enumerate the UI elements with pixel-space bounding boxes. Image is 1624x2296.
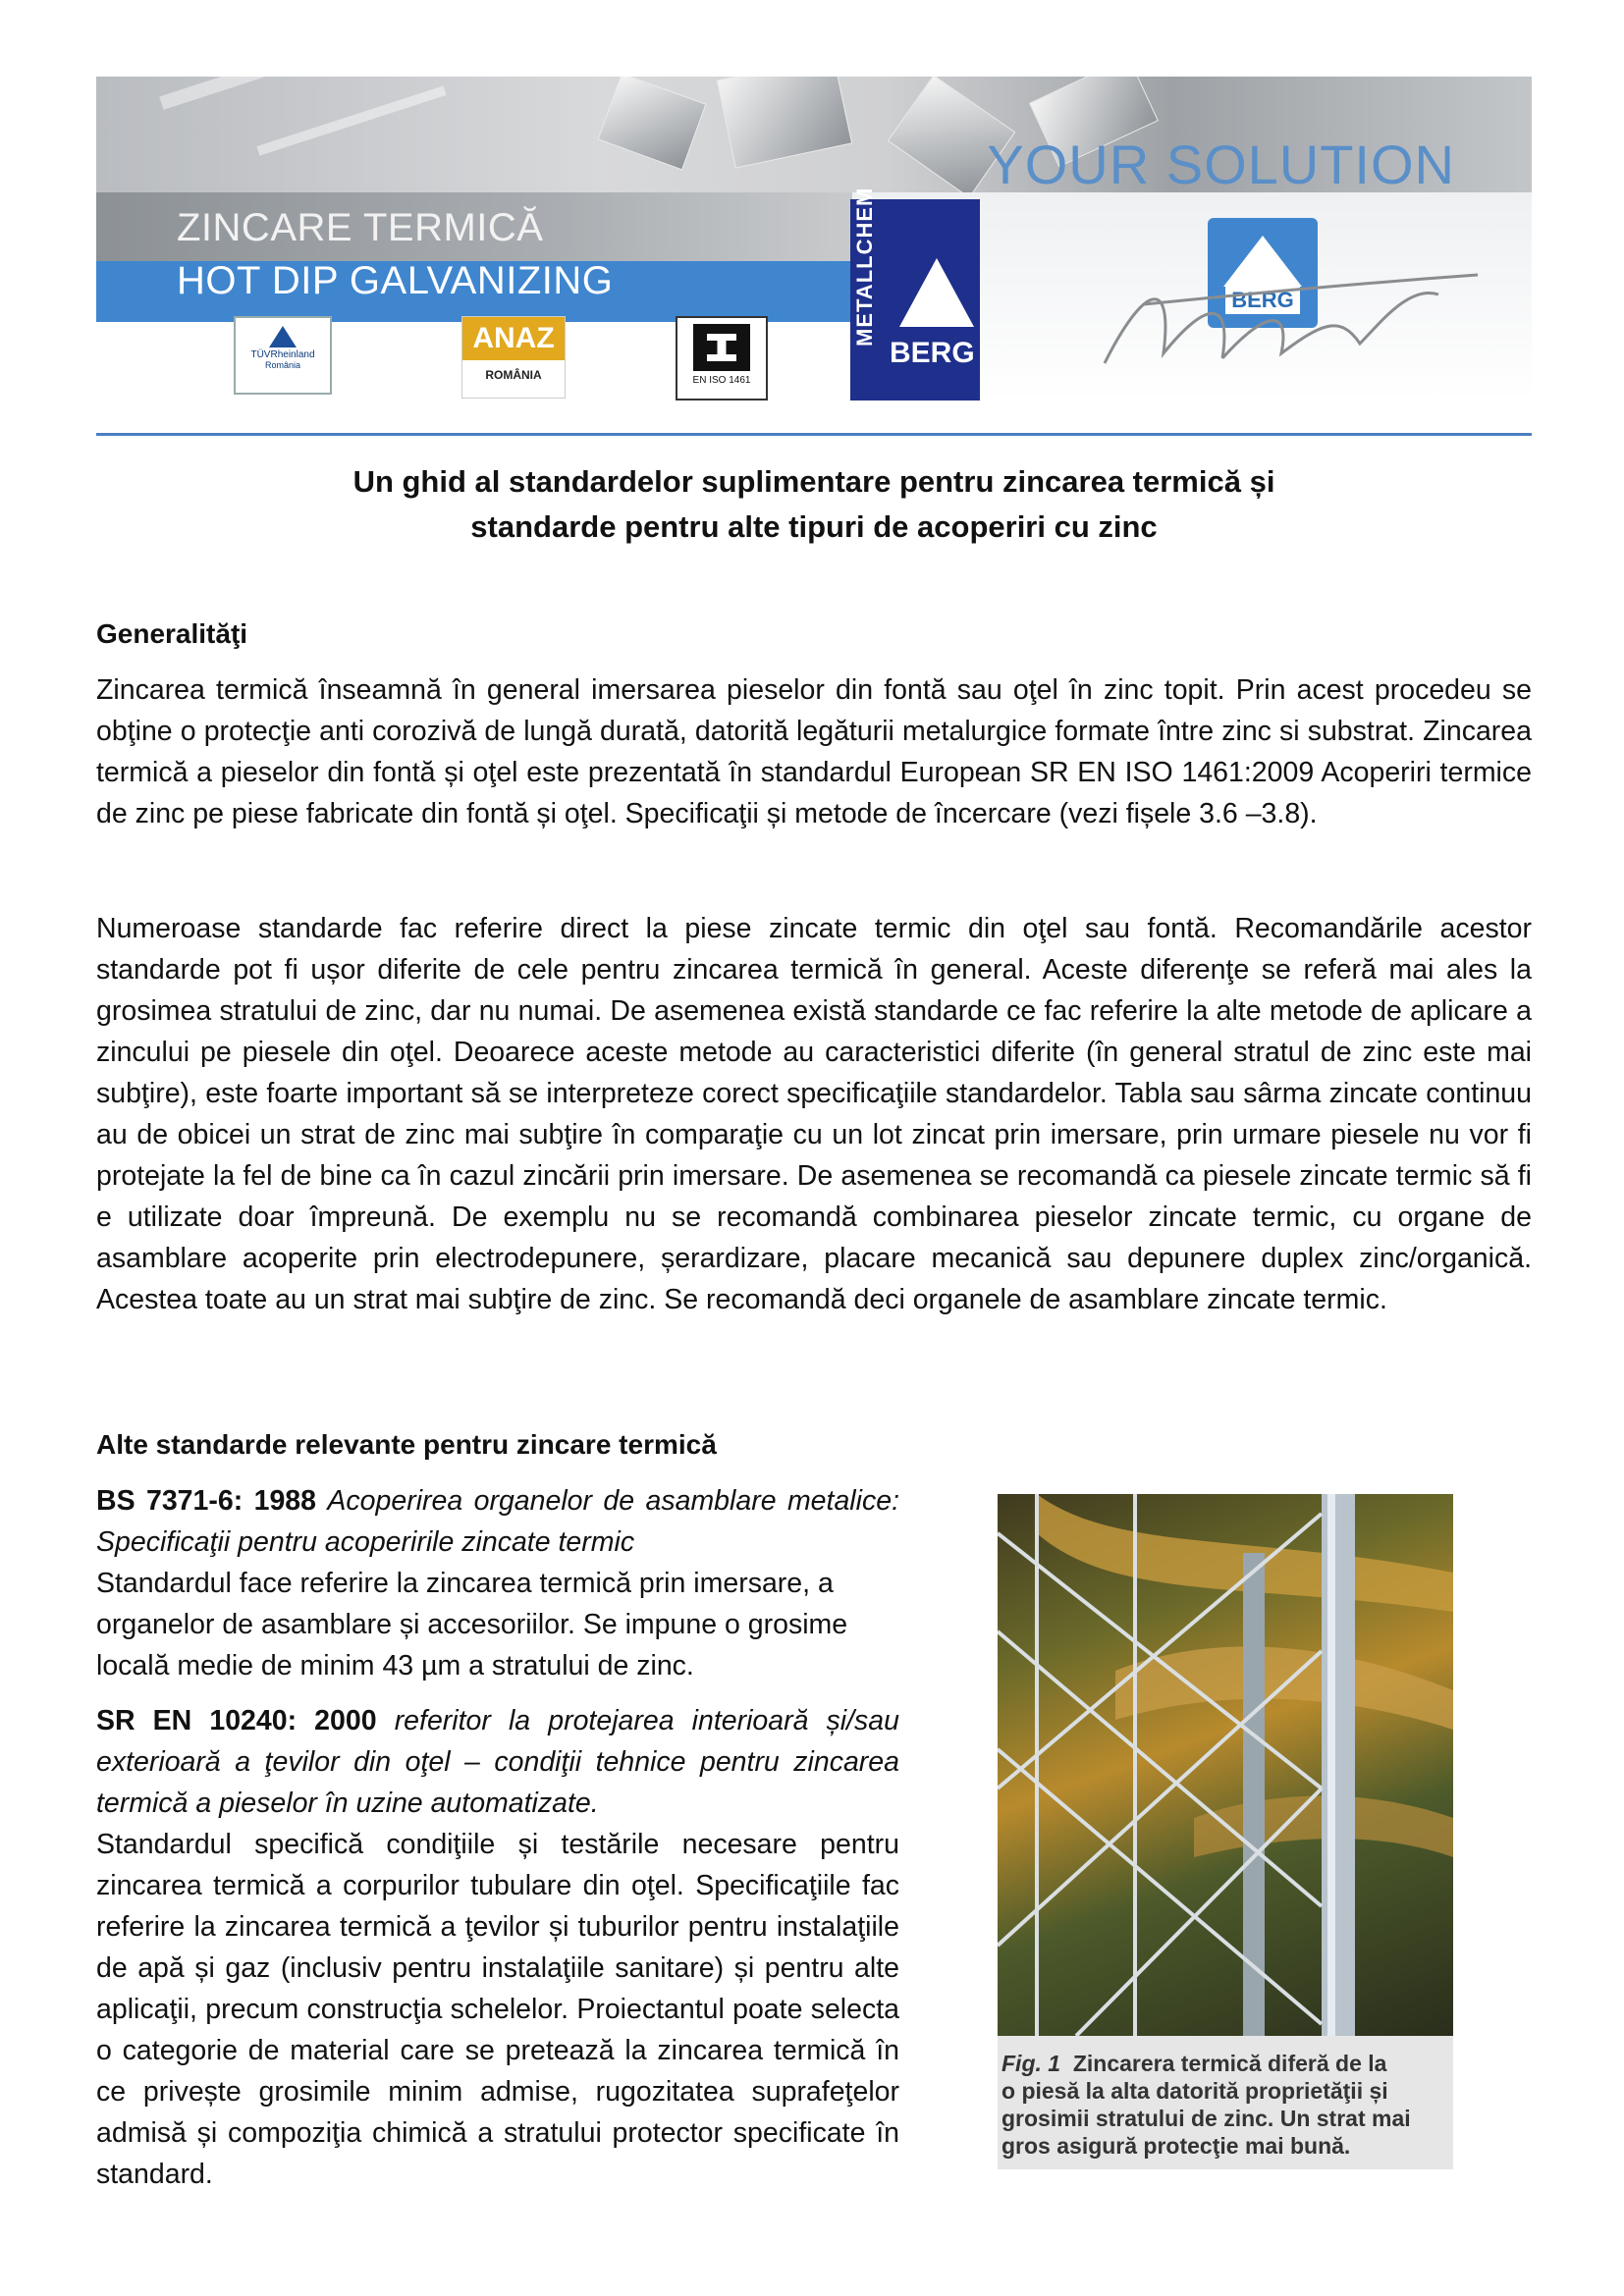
- standard-sr-en-10240: [96, 1700, 899, 1824]
- your-solution-slogan: YOUR SOLUTION: [987, 133, 1455, 195]
- standard-code: SR EN 10240: 2000: [96, 1705, 377, 1736]
- zincare-termica-label: ZINCARE TERMICĂ: [177, 206, 544, 249]
- standard-title: referitor la protejarea interioară și/sau exterioară a ţevilor din oţel – condiţii tehnice pentru zincarea termică a pieselor în uzine automatizate.: [96, 1705, 899, 1819]
- tuv-rheinland-logo: TÜVRheinland România: [234, 316, 332, 395]
- en-iso-1461-logo: EN ISO 1461: [676, 316, 768, 400]
- section-heading-generalitati: Generalităţi: [96, 618, 248, 649]
- standard-code: BS 7371-6: 1988: [96, 1485, 316, 1517]
- standard-title: Acoperirea organelor de asamblare metalice: Specificaţii pentru acoperirile zincate termic: [96, 1485, 899, 1558]
- hot-dip-galvanizing-label: HOT DIP GALVANIZING: [177, 259, 614, 302]
- standard-description: Standardul specifică condiţiile și testările necesare pentru zincarea termică a corpurilor tubulare din oţel. Specificaţiile fac referire la zincarea termică a ţevilor și tuburilor pentru instalaţiile de apă și gaz (inclusiv pentru instalaţiile sanitare) și pentru alte aplicaţii, precum construcţia schelelor. Proiectantul poate selecta o categorie de material care se pretează la zincarea termică în ce privește grosimile minim admise, rugozitatea suprafeţelor admisă și compoziţia chimică a stratului protector specificate în standard.: [96, 1829, 899, 2190]
- galvanized-structure-photo: [998, 1494, 1453, 2036]
- standard-bs-7371: [96, 1480, 899, 1563]
- berg-logo: BERG: [1208, 218, 1318, 328]
- signature-graphic: [1085, 265, 1497, 383]
- metallchem-berg-logo: METALLCHEM BERG: [850, 199, 980, 400]
- section-heading-alte-standarde: Alte standarde relevante pentru zincare termică: [96, 1429, 717, 1460]
- standard-description: Standardul face referire la zincarea termică prin imersare, a organelor de asamblare și accesoriilor. Se impune o grosime locală medie de minim 43 µm a stratului de zinc.: [96, 1568, 848, 1682]
- paragraph-standards: Numeroase standarde fac referire direct la piese zincate termic din oţel sau fontă. Recomandările acestor standarde pot fi ușor diferite de cele pentru zincarea termică în general. Aceste diferenţe se referă mai ales la grosimea stratului de zinc, dar nu numai. De asemenea există standarde ce fac referire la alte metode de aplicare a zincului pe piesele din oţel. Deoarece aceste metode au caracteristici diferite (în general stratul de zinc este mai subţire), este foarte important să se interpreteze corect specificaţiile standardelor. Tabla sau sârma zincate continuu au de obicei un strat de zinc mai subţire în comparaţie cu un lot zincat prin imersare, prin urmare piesele nu vor fi protejate la fel de bine ca în cazul zincării prin imersare. De asemenea se recomandă ca piesele zincate termic să fi e utilizate doar împreună. De exemplu nu se recomandă combinarea pieselor zincate termic, cu organe de asamblare acoperite prin electrodepunere, șerardizare, placare mecanică sau depunere duplex zinc/organică. Acestea toate au un strat mai subţire de zinc. Se recomandă deci organele de asamblare zincate termic.: [96, 913, 1532, 1315]
- figure-caption: Fig. 1 Zincarera termică diferă de la o piesă la alta datorită proprietăţii și grosimii stratului de zinc. Un strat mai gros asigură protecţie mai bună.: [998, 2036, 1453, 2169]
- figure-label: Fig. 1: [1001, 2051, 1061, 2076]
- standards-column: [96, 1480, 899, 2195]
- document-title: Un ghid al standardelor suplimentare pentru zincarea termică și standarde pentru alte tipuri de acoperiri cu zinc: [352, 464, 1275, 544]
- paragraph-intro: Zincarea termică înseamnă în general imersarea pieselor din fontă sau oţel în zinc topit. Prin acest procedeu se obţine o protecţie anti corozivă de lungă durată, datorită legăturii metalurgice formate între zinc si substrat. Zincarea termică a pieselor din fontă și oţel este prezentată în standardul European SR EN ISO 1461:2009 Acoperiri termice de zinc pe piese fabricate din fontă și oţel. Specificaţii și metode de încercare (vezi fișele 3.6 –3.8).: [96, 674, 1532, 829]
- anaz-romania-logo: ANAZ ROMÂNIA: [461, 316, 566, 399]
- header-divider: [96, 433, 1532, 436]
